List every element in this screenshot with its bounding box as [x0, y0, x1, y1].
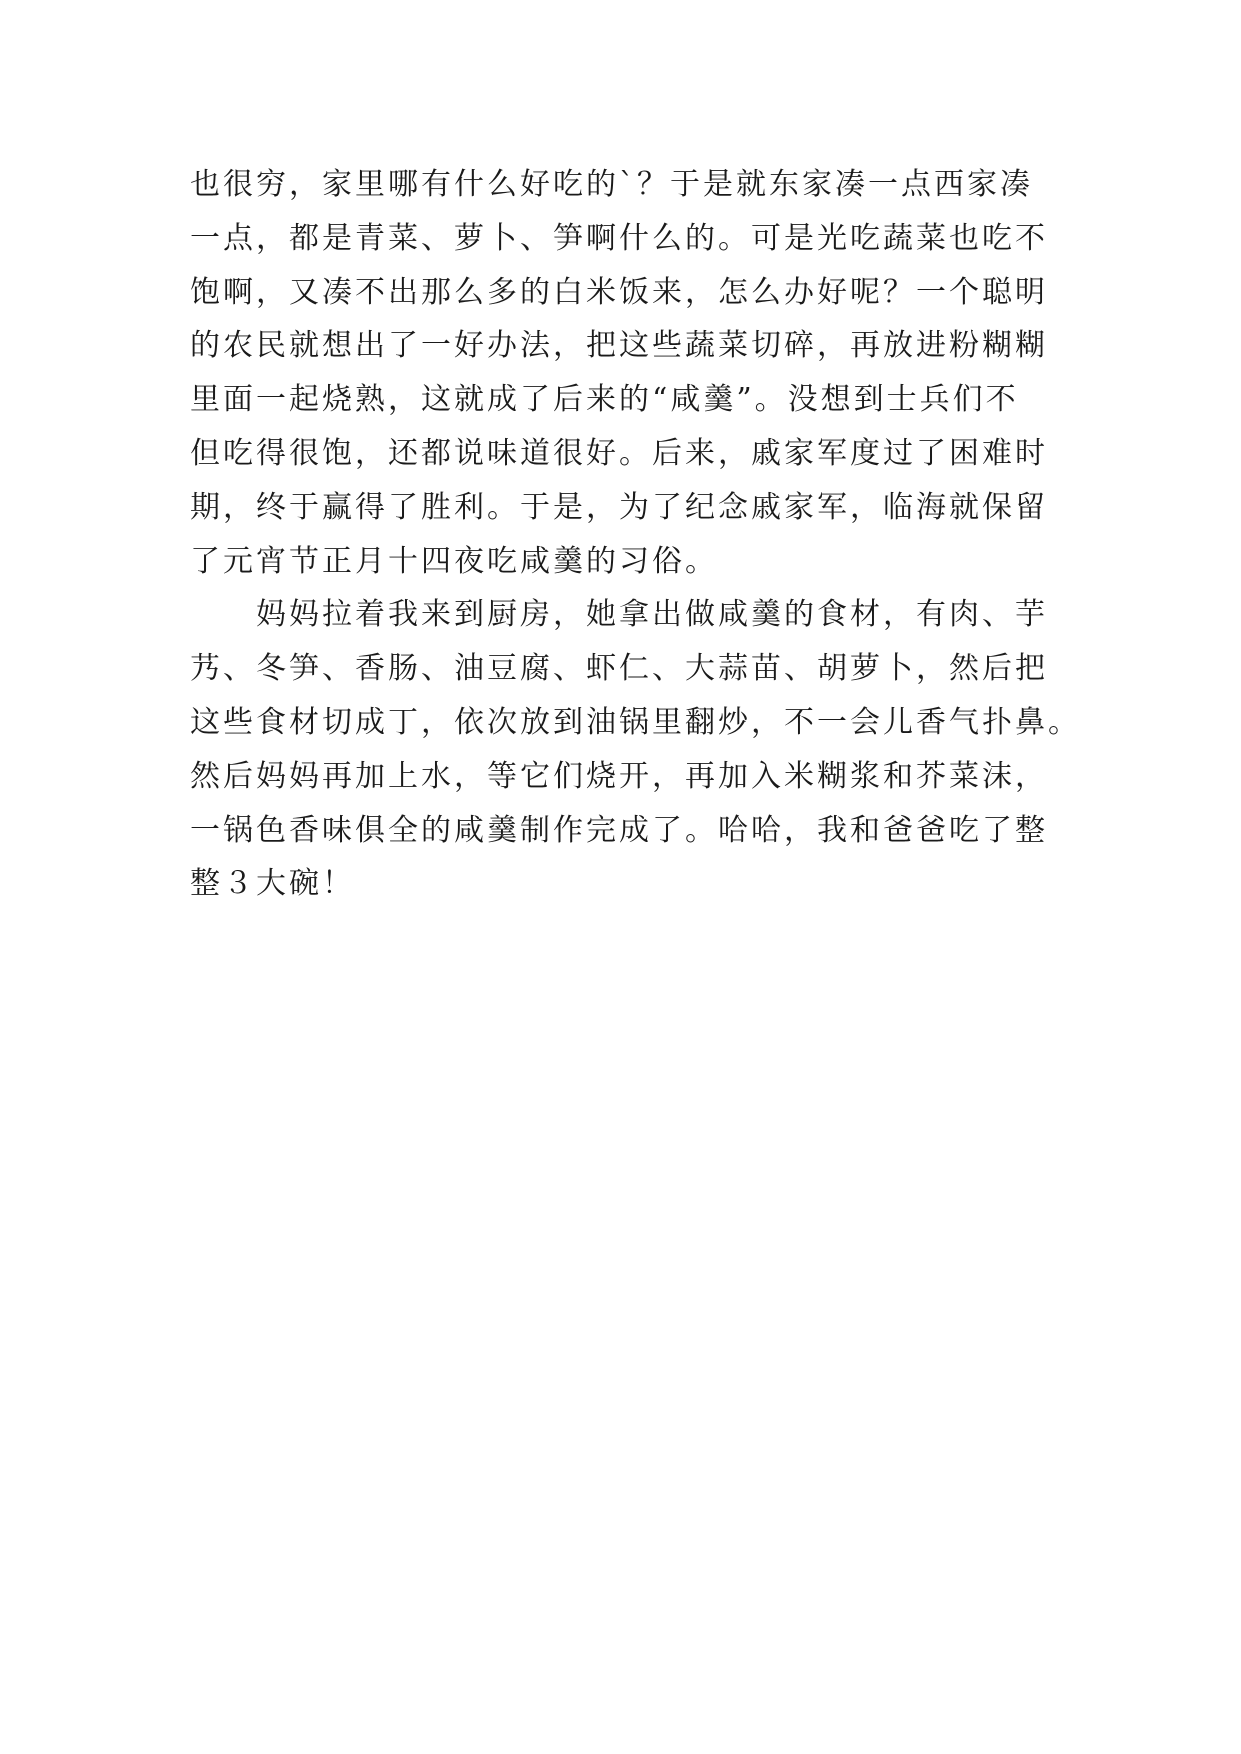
text-line: 一锅色香味俱全的咸羹制作完成了。哈哈，我和爸爸吃了整 [190, 812, 1048, 848]
text-line: 饱啊，又凑不出那么多的白米饭来，怎么办好呢？一个聪明 [190, 274, 1048, 310]
text-line: 这些食材切成丁，依次放到油锅里翻炒，不一会儿香气扑鼻。 [190, 704, 1081, 740]
text-line: 整３大碗！ [190, 866, 355, 902]
text-line: 期，终于赢得了胜利。于是，为了纪念戚家军，临海就保留 [190, 489, 1048, 525]
text-line: 妈妈拉着我来到厨房，她拿出做咸羹的食材，有肉、芋 [190, 597, 1048, 633]
text-line: 里面一起烧熟，这就成了后来的“咸羹”。没想到士兵们不 [190, 382, 1019, 418]
text-line: 艿、冬笋、香肠、油豆腐、虾仁、大蒜苗、胡萝卜，然后把 [190, 651, 1048, 687]
text-line: 了元宵节正月十四夜吃咸羹的习俗。 [190, 543, 718, 579]
text-line: 然后妈妈再加上水，等它们烧开，再加入米糊浆和芥菜沫， [190, 758, 1048, 794]
text-line: 的农民就想出了一好办法，把这些蔬菜切碎，再放进粉糊糊 [190, 328, 1048, 364]
text-line: 也很穷，家里哪有什么好吃的`？于是就东家凑一点西家凑 [190, 167, 1033, 202]
body-text [190, 158, 1081, 911]
text-line: 一点，都是青菜、萝卜、笋啊什么的。可是光吃蔬菜也吃不 [190, 220, 1048, 256]
text-line: 但吃得很饱，还都说味道很好。后来，戚家军度过了困难时 [190, 435, 1048, 471]
